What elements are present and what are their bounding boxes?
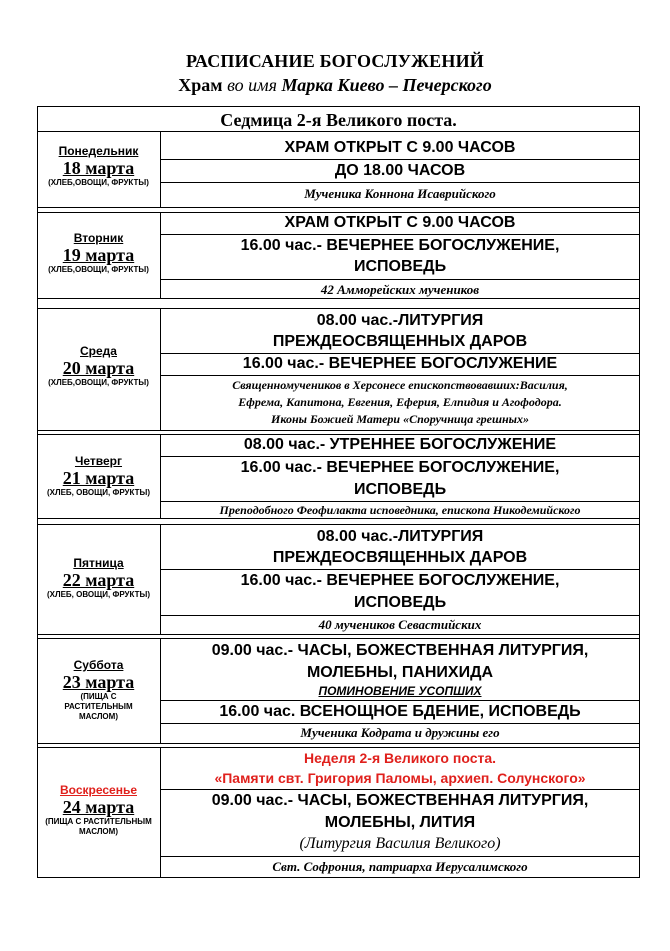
- service-line: 08.00 час.-ЛИТУРГИЯ: [316, 528, 484, 545]
- service-line: 16.00 час.- ВЕЧЕРНЕЕ БОГОСЛУЖЕНИЕ,: [240, 459, 560, 476]
- service-line: МОЛЕБНЫ, ЛИТИЯ: [324, 814, 476, 831]
- saint-commemoration: Мученика Кодрата и дружины его: [300, 725, 500, 740]
- divider: [37, 430, 640, 431]
- fasting-note: (ХЛЕБ,ОВОЩИ, ФРУКТЫ): [48, 378, 149, 387]
- divider: [37, 638, 640, 639]
- day-name: Суббота: [73, 658, 124, 672]
- day-wednesday: [37, 344, 160, 388]
- saint-commemoration: Ефрема, Капитона, Евгения, Еферия, Елпидия и Агофодора.: [238, 395, 562, 409]
- divider: [37, 308, 640, 309]
- fasting-note: МАСЛОМ): [79, 712, 118, 721]
- saint-commemoration: 40 мучеников Севастийских: [318, 617, 482, 632]
- fasting-note: (ПИЩА С РАСТИТЕЛЬНЫМ: [45, 817, 152, 826]
- saint-commemoration: Священномучеников в Херсонесе епископствовавших:Василия,: [232, 378, 568, 392]
- service-line: 08.00 час.-ЛИТУРГИЯ: [316, 312, 484, 329]
- day-name: Понедельник: [58, 144, 139, 158]
- service-line: ПРЕЖДЕОСВЯЩЕННЫХ ДАРОВ: [272, 549, 528, 566]
- service-line: 16.00 час.- ВЕЧЕРНЕЕ БОГОСЛУЖЕНИЕ,: [240, 572, 560, 589]
- feast-title: Неделя 2-я Великого поста.: [303, 750, 497, 766]
- day-date: 23 марта: [62, 672, 135, 692]
- day-name: Четверг: [74, 454, 123, 468]
- service-line: 09.00 час.- ЧАСЫ, БОЖЕСТВЕННАЯ ЛИТУРГИЯ,: [211, 792, 589, 809]
- memorial-note: ПОМИНОВЕНИЕ УСОПШИХ: [318, 684, 482, 698]
- fasting-note: РАСТИТЕЛЬНЫМ: [64, 702, 133, 711]
- service-line: МОЛЕБНЫ, ПАНИХИДА: [306, 664, 494, 681]
- service-line: ПРЕЖДЕОСВЯЩЕННЫХ ДАРОВ: [272, 333, 528, 350]
- divider: [37, 207, 640, 208]
- day-date: 20 марта: [62, 358, 135, 378]
- divider: [160, 182, 640, 183]
- day-saturday: [37, 658, 160, 722]
- service-line: ИСПОВЕДЬ: [353, 594, 447, 611]
- fasting-note: (ХЛЕБ, ОВОЩИ, ФРУКТЫ): [46, 590, 150, 599]
- day-date: 19 марта: [62, 245, 135, 265]
- service-line: ИСПОВЕДЬ: [353, 481, 447, 498]
- divider: [37, 743, 640, 744]
- day-name: Пятница: [73, 556, 124, 570]
- service-line: 09.00 час.- ЧАСЫ, БОЖЕСТВЕННАЯ ЛИТУРГИЯ,: [211, 642, 589, 659]
- service-line: 16.00 час. ВСЕНОЩНОЕ БДЕНИЕ, ИСПОВЕДЬ: [219, 703, 581, 720]
- fasting-note: (ХЛЕБ, ОВОЩИ, ФРУКТЫ): [46, 488, 150, 497]
- divider: [37, 131, 640, 132]
- liturgy-note: (Литургия Василия Великого): [299, 835, 501, 852]
- service-line: ХРАМ ОТКРЫТ С 9.00 ЧАСОВ: [284, 214, 516, 231]
- page-title: РАСПИСАНИЕ БОГОСЛУЖЕНИЙ: [186, 51, 484, 71]
- day-date: 18 марта: [62, 158, 135, 178]
- fasting-note: (ХЛЕБ,ОВОЩИ, ФРУКТЫ): [48, 178, 149, 187]
- day-sunday: [37, 783, 160, 837]
- day-date: 21 марта: [62, 468, 135, 488]
- fasting-note: (ПИЩА С: [80, 692, 117, 701]
- page-subtitle: [0, 75, 670, 96]
- divider: [160, 375, 640, 376]
- day-monday: [37, 144, 160, 188]
- day-thursday: [37, 454, 160, 498]
- day-date: 22 марта: [62, 570, 135, 590]
- fasting-note: МАСЛОМ): [79, 827, 118, 836]
- service-line: ДО 18.00 ЧАСОВ: [334, 162, 466, 179]
- divider: [37, 634, 640, 635]
- saint-commemoration: Преподобного Феофилакта исповедника, епископа Никодемийского: [219, 503, 581, 517]
- day-friday: [37, 556, 160, 600]
- divider: [37, 747, 640, 748]
- day-name: Среда: [80, 344, 117, 358]
- day-name: Воскресенье: [59, 783, 137, 797]
- saint-commemoration: Свт. Софрония, патриарха Иерусалимского: [272, 859, 528, 874]
- week-title: Седмица 2-я Великого поста.: [220, 110, 457, 130]
- divider: [37, 524, 640, 525]
- subtitle-church: Храм: [178, 75, 223, 95]
- divider: [37, 518, 640, 519]
- service-line: 16.00 час.- ВЕЧЕРНЕЕ БОГОСЛУЖЕНИЕ,: [240, 237, 560, 254]
- service-line: ХРАМ ОТКРЫТ С 9.00 ЧАСОВ: [284, 139, 516, 156]
- saint-commemoration: Мученика Коннона Исаврийского: [304, 186, 496, 201]
- subtitle-connector: во имя: [222, 75, 282, 95]
- divider: [37, 298, 640, 299]
- divider: [160, 279, 640, 280]
- service-line: 08.00 час.- УТРЕННЕЕ БОГОСЛУЖЕНИЕ: [243, 436, 557, 453]
- day-tuesday: [37, 231, 160, 275]
- service-line: 16.00 час.- ВЕЧЕРНЕЕ БОГОСЛУЖЕНИЕ: [242, 355, 558, 372]
- subtitle-saint: Марка Киево – Печерского: [281, 75, 492, 95]
- saint-commemoration: Иконы Божией Матери «Споручница грешных»: [271, 412, 529, 426]
- day-name: Вторник: [73, 231, 124, 245]
- day-date: 24 марта: [62, 797, 135, 817]
- service-line: ИСПОВЕДЬ: [353, 258, 447, 275]
- divider: [160, 856, 640, 857]
- saint-commemoration: 42 Амморейских мучеников: [320, 282, 480, 297]
- fasting-note: (ХЛЕБ,ОВОЩИ, ФРУКТЫ): [48, 265, 149, 274]
- feast-subtitle: «Памяти свт. Григория Паломы, архиеп. Солунского»: [214, 770, 586, 786]
